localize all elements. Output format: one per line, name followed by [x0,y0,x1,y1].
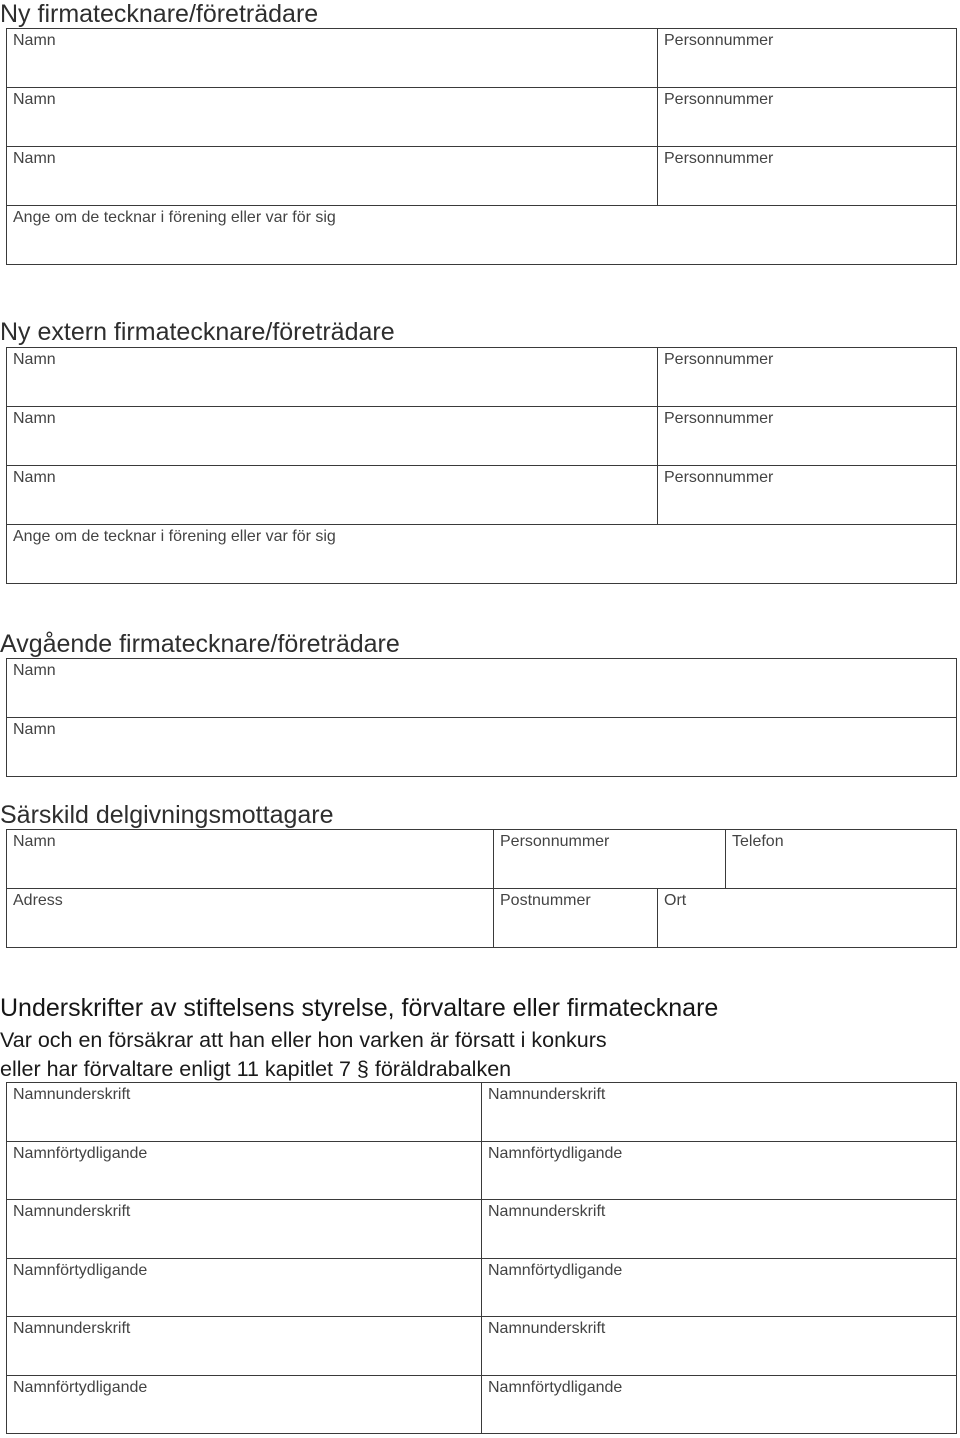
personal-id-label: Personnummer [664,351,774,368]
name-field[interactable] [7,718,956,776]
signing-mode-label: Ange om de tecknar i förening eller var för sig [13,209,336,226]
service-recipient-table [6,829,957,948]
signature-label: Namnunderskrift [13,1320,131,1337]
section-heading-departing-signatories: Avgående firmatecknare/företrädare [0,630,400,658]
name-label: Namn [13,721,56,738]
name-label: Namn [13,32,56,49]
section-heading-new-signatories: Ny firmatecknare/företrädare [0,0,319,28]
departing-row [7,659,956,717]
name-label: Namn [13,833,56,850]
signature-field[interactable] [7,1200,481,1258]
name-clarification-field[interactable] [481,1259,956,1317]
phone-label: Telefon [732,833,784,850]
personal-id-label: Personnummer [664,150,774,167]
personal-id-label: Personnummer [664,410,774,427]
city-field[interactable] [657,889,956,947]
name-label: Namn [13,91,56,108]
personal-id-label: Personnummer [664,32,774,49]
signatures-table [6,1082,957,1434]
name-label: Namn [13,469,56,486]
signature-field[interactable] [481,1083,956,1141]
name-clarification-label: Namnförtydligande [488,1261,623,1279]
section-heading-signatures: Underskrifter av stiftelsens styrelse, förvaltare eller firmatecknare [0,994,719,1022]
signature-row [7,1316,956,1375]
name-field[interactable] [7,659,956,717]
name-label: Namn [13,351,56,368]
personal-id-field[interactable] [657,29,956,87]
name-field[interactable] [7,466,657,524]
declaration-line-1: Var och en försäkrar att han eller hon varken är försatt i konkurs [0,1028,607,1052]
name-field[interactable] [7,29,657,87]
phone-field[interactable] [725,830,956,888]
name-label: Namn [13,410,56,427]
name-clarification-field[interactable] [481,1142,956,1200]
personal-id-field[interactable] [493,830,725,888]
name-clarification-field[interactable] [7,1376,481,1434]
signing-mode-label: Ange om de tecknar i förening eller var för sig [13,528,336,545]
recipient-identity-row [7,830,956,888]
name-field[interactable] [7,407,657,465]
name-clarification-field[interactable] [7,1259,481,1317]
declaration-line-2: eller har förvaltare enligt 11 kapitlet 7 § föräldrabalken [0,1057,512,1081]
section-heading-new-external-signatories: Ny extern firmatecknare/företrädare [0,318,395,346]
signature-row [7,1083,956,1141]
name-clarification-label: Namnförtydligande [488,1378,623,1396]
recipient-address-row [7,888,956,947]
signature-row [7,1199,956,1258]
name-clarification-field[interactable] [481,1376,956,1434]
postal-code-field[interactable] [493,889,657,947]
signing-mode-field[interactable] [7,525,956,583]
signing-mode-row [7,524,956,583]
name-clarification-label: Namnförtydligande [13,1378,148,1396]
name-clarification-row [7,1258,956,1317]
name-field[interactable] [7,88,657,146]
personal-id-field[interactable] [657,348,956,406]
signature-label: Namnunderskrift [488,1203,606,1220]
personal-id-field[interactable] [657,466,956,524]
name-clarification-field[interactable] [7,1142,481,1200]
signatory-row [7,87,956,146]
section-heading-service-recipient: Särskild delgivningsmottagare [0,801,334,829]
signature-label: Namnunderskrift [488,1086,606,1103]
signing-mode-row [7,205,956,264]
signature-field[interactable] [7,1317,481,1375]
personal-id-label: Personnummer [664,91,774,108]
signing-mode-field[interactable] [7,206,956,264]
name-field[interactable] [7,348,657,406]
signatory-row [7,146,956,205]
departing-signatories-table [6,658,957,777]
address-label: Adress [13,892,63,909]
new-external-signatories-table [6,347,957,584]
name-clarification-row [7,1375,956,1434]
personal-id-label: Personnummer [500,833,610,850]
departing-row [7,717,956,776]
name-clarification-row [7,1141,956,1200]
name-field[interactable] [7,147,657,205]
personal-id-field[interactable] [657,407,956,465]
name-clarification-label: Namnförtydligande [13,1144,148,1162]
address-field[interactable] [7,889,493,947]
name-label: Namn [13,150,56,167]
name-clarification-label: Namnförtydligande [13,1261,148,1279]
personal-id-field[interactable] [657,147,956,205]
signature-field[interactable] [481,1317,956,1375]
signatory-row [7,348,956,406]
name-label: Namn [13,662,56,679]
postal-code-label: Postnummer [500,892,591,909]
personal-id-field[interactable] [657,88,956,146]
personal-id-label: Personnummer [664,469,774,486]
signatory-row [7,29,956,87]
signatory-row [7,406,956,465]
signature-label: Namnunderskrift [13,1086,131,1103]
name-clarification-label: Namnförtydligande [488,1144,623,1162]
signatory-row [7,465,956,524]
city-label: Ort [664,892,687,909]
new-signatories-table [6,28,957,265]
signature-label: Namnunderskrift [13,1203,131,1220]
name-field[interactable] [7,830,493,888]
signature-label: Namnunderskrift [488,1320,606,1337]
signature-field[interactable] [481,1200,956,1258]
signature-field[interactable] [7,1083,481,1141]
